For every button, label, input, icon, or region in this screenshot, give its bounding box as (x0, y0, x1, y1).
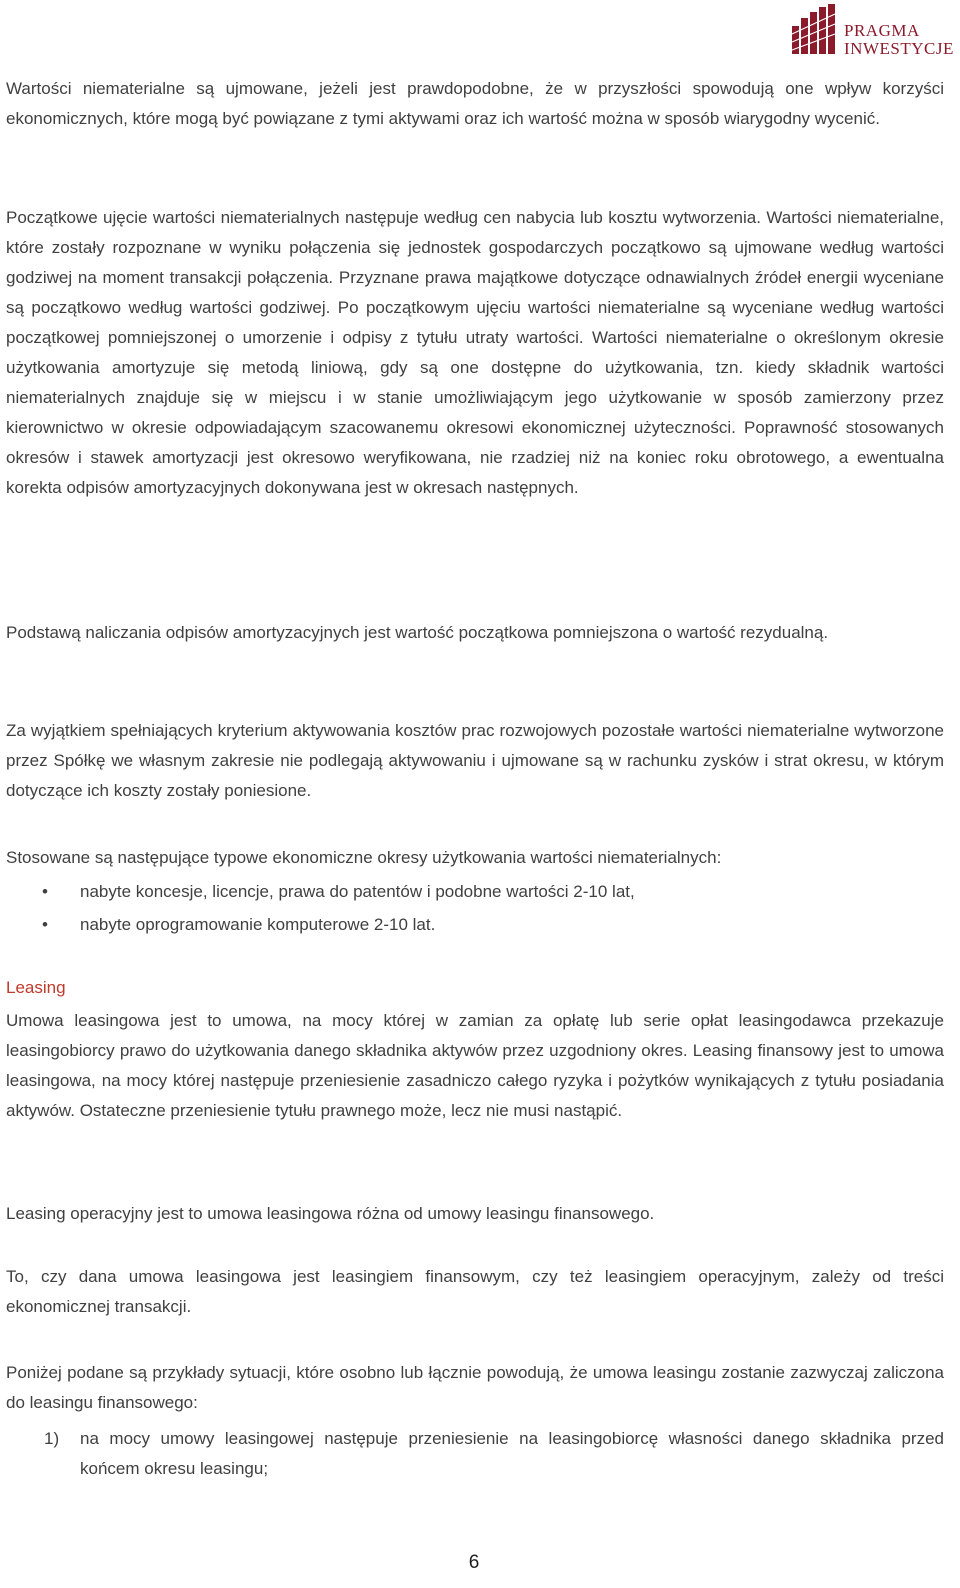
paragraph-classification: To, czy dana umowa leasingowa jest leasingiem finansowym, czy też leasingiem operacyjnym, zależy od treści ekonomicznej transakcji. (6, 1267, 944, 1316)
logo-line-2: INWESTYCJE (844, 39, 954, 58)
logo-wordmark (844, 22, 954, 58)
paragraph-operating-leasing: Leasing operacyjny jest to umowa leasingowa różna od umowy leasingu finansowego. (6, 1204, 655, 1223)
paragraph-development-costs: Za wyjątkiem spełniających kryterium aktywowania kosztów prac rozwojowych pozostałe wartości niematerialne wytworzone przez Spółkę we własnym zakresie nie podlegają aktywowaniu i ujmowane są w rachunku zysków i strat okresu, w którym dotyczące ich koszty zostały poniesione. (6, 721, 944, 800)
paragraph-initial-measurement: Początkowe ujęcie wartości niematerialnych następuje według cen nabycia lub kosztu wytworzenia. Wartości niematerialne, które zostały rozpoznane w wyniku połączenia się jednostek gospodarczych początkowo są ujmowane według wartości godziwej na moment transakcji połączenia. Przyznane prawa majątkowe dotyczące odnawialnych źródeł energii wyceniane są początkowo według wartości godziwej. Po początkowym ujęciu wartości niematerialne są wyceniane według wartości początkowej pomniejszonej o umorzenie i odpisy z tytułu utraty wartości. Wartości niematerialne o określonym okresie użytkowania amortyzuje się metodą liniową, gdy są one dostępne do użytkowania, tzn. kiedy składnik wartości niematerialnych znajduje się w miejscu i w stanie umożliwiającym jego użytkowanie w sposób zamierzony przez kierownictwo w okresie odpowiadającym szacowanemu okresowi ekonomicznej użyteczności. Poprawność stosowanych okresów i stawek amortyzacji jest okresowo weryfikowana, nie rzadziej niż na koniec roku obrotowego, a ewentualna korekta odpisów amortyzacyjnych dokonywana jest w okresach następnych. (6, 208, 944, 497)
list-item-text: nabyte oprogramowanie komputerowe 2-10 lat. (80, 915, 436, 934)
list-item-text: na mocy umowy leasingowej następuje przeniesienie na leasingobiorcę własności danego składnika przed końcem okresu leasingu; (80, 1429, 944, 1478)
logo-bars-icon (790, 4, 840, 56)
section-heading-leasing: Leasing (6, 978, 66, 997)
paragraph-recognition: Wartości niematerialne są ujmowane, jeżeli jest prawdopodobne, że w przyszłości spowodują one wpływ korzyści ekonomicznych, które mogą być powiązane z tymi aktywami oraz ich wartość można w sposób wiarygodny wycenić. (6, 79, 944, 128)
paragraph-useful-lives: Stosowane są następujące typowe ekonomiczne okresy użytkowania wartości niematerialnych: (6, 848, 722, 867)
logo-line-1: PRAGMA (844, 21, 920, 40)
paragraph-depreciation-basis: Podstawą naliczania odpisów amortyzacyjnych jest wartość początkowa pomniejszona o wartość rezydualną. (6, 623, 829, 642)
bullet-marker: • (42, 882, 48, 901)
paragraph-examples: Poniżej podane są przykłady sytuacji, które osobno lub łącznie powodują, że umowa leasingu zostanie zazwyczaj zaliczona do leasingu finansowego: (6, 1363, 944, 1412)
list-item-text: nabyte koncesje, licencje, prawa do patentów i podobne wartości 2-10 lat, (80, 882, 635, 901)
bullet-marker: • (42, 915, 48, 934)
paragraph-leasing-definition: Umowa leasingowa jest to umowa, na mocy której w zamian za opłatę lub serie opłat leasingodawca przekazuje leasingobiorcy prawo do użytkowania danego składnika aktywów przez uzgodniony okres. Leasing finansowy jest to umowa leasingowa, na mocy której następuje przeniesienie zasadniczo całego ryzyka i pożytków wynikających z tytułu posiadania aktywów. Ostateczne przeniesienie tytułu prawnego może, lecz nie musi nastąpić. (6, 1011, 944, 1120)
page-number: 6 (468, 1552, 480, 1573)
company-logo (790, 2, 954, 58)
list-number: 1) (44, 1429, 60, 1448)
